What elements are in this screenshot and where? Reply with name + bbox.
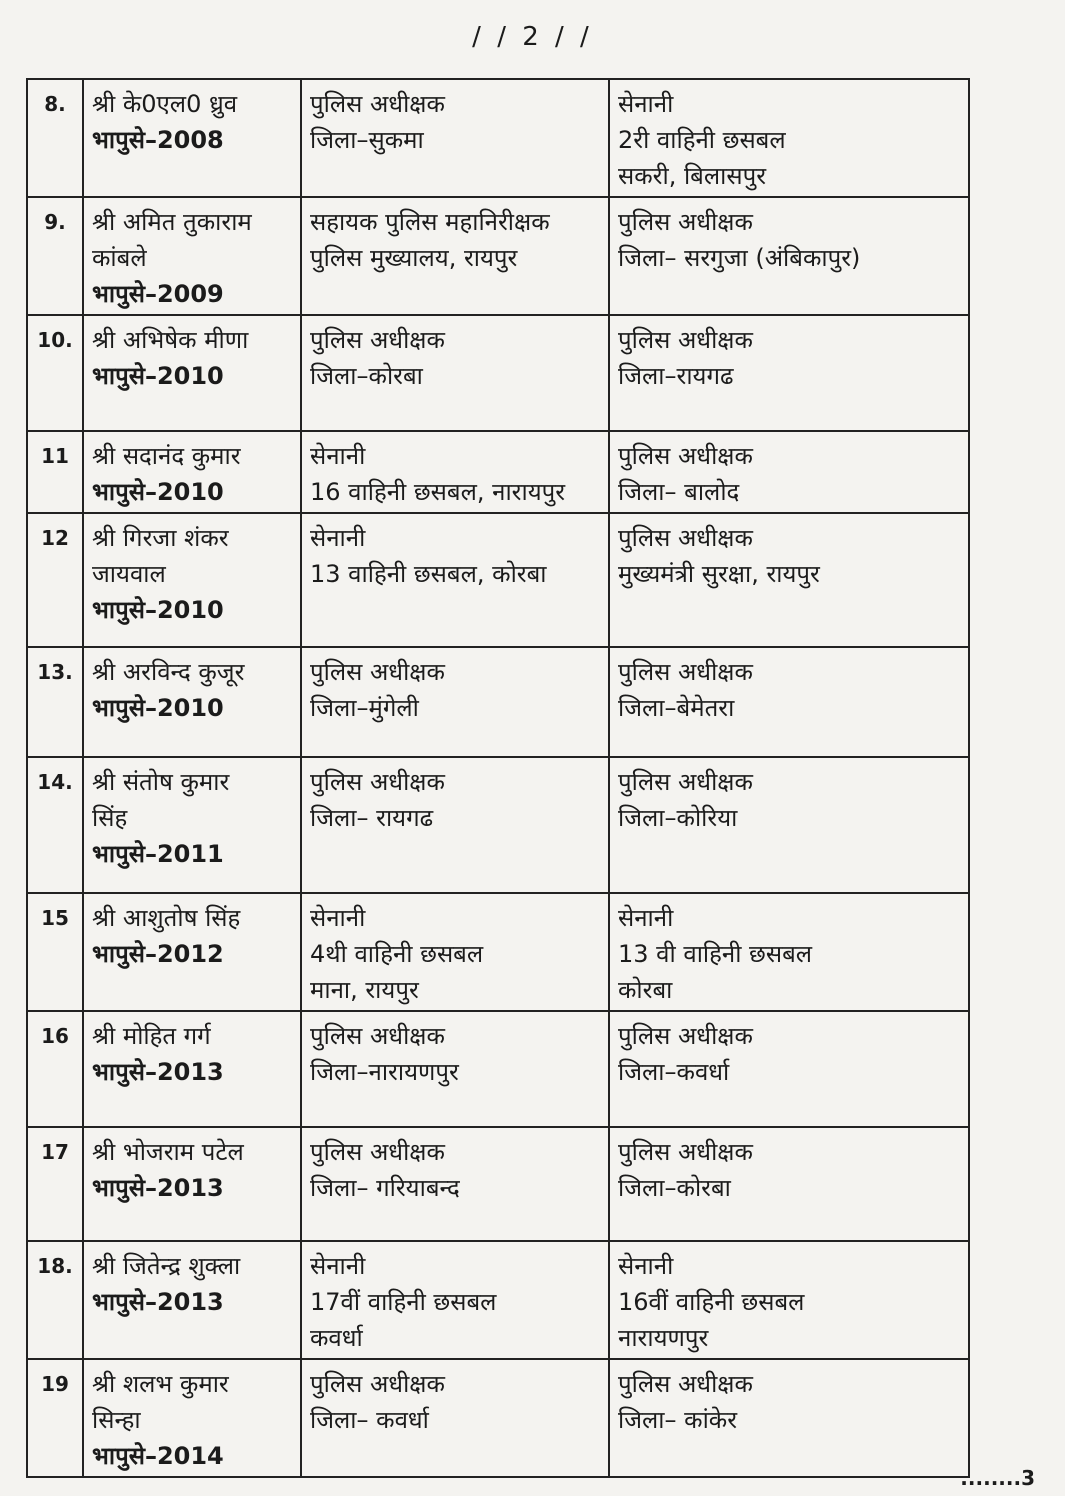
officer-name-cell — [83, 1127, 301, 1241]
current-posting-line: पुलिस अधीक्षक — [310, 1022, 445, 1050]
current-posting-line: जिला–नारायणपुर — [310, 1058, 459, 1086]
table-row — [27, 197, 969, 315]
officer-name-line: श्री मोहित गर्ग — [92, 1022, 211, 1050]
new-posting-cell — [609, 893, 969, 1011]
serial-number: 17 — [27, 1127, 83, 1241]
new-posting-line: पुलिस अधीक्षक — [618, 1138, 753, 1166]
officer-name-line: श्री अमित तुकाराम — [92, 208, 252, 236]
officer-name-cell — [83, 197, 301, 315]
table-row — [27, 1011, 969, 1127]
table-body — [27, 79, 969, 1477]
table-row — [27, 513, 969, 647]
officer-name-line: भापुसे–2010 — [92, 596, 224, 624]
officer-name-line: भापुसे–2008 — [92, 126, 224, 154]
officer-name-line: भापुसे–2012 — [92, 940, 224, 968]
new-posting-line: कोरबा — [618, 976, 673, 1004]
officer-name-line: कांबले — [92, 244, 147, 272]
serial-number: 13. — [27, 647, 83, 757]
table-row — [27, 315, 969, 431]
current-posting-line: पुलिस मुख्यालय, रायपुर — [310, 244, 518, 272]
new-posting-line: सेनानी — [618, 1252, 674, 1280]
current-posting-cell — [301, 79, 609, 197]
new-posting-cell — [609, 197, 969, 315]
new-posting-line: जिला– कांकेर — [618, 1406, 738, 1434]
current-posting-line: पुलिस अधीक्षक — [310, 768, 445, 796]
new-posting-line: पुलिस अधीक्षक — [618, 208, 753, 236]
officer-name-line: श्री अभिषेक मीणा — [92, 326, 249, 354]
table-row — [27, 647, 969, 757]
officer-name-line: भापुसे–2014 — [92, 1442, 224, 1470]
serial-number: 16 — [27, 1011, 83, 1127]
new-posting-line: 16वीं वाहिनी छसबल — [618, 1288, 805, 1316]
new-posting-line: जिला–कोरिया — [618, 804, 738, 832]
officer-name-line: जायवाल — [92, 560, 166, 588]
page-number: / / 2 / / — [472, 22, 593, 52]
officer-name-line: भापुसे–2013 — [92, 1288, 224, 1316]
officer-name-line: श्री गिरजा शंकर — [92, 524, 229, 552]
new-posting-line: पुलिस अधीक्षक — [618, 768, 753, 796]
current-posting-line: जिला– कवर्धा — [310, 1406, 429, 1434]
new-posting-cell — [609, 1359, 969, 1477]
current-posting-line: पुलिस अधीक्षक — [310, 1138, 445, 1166]
officer-name-line: श्री सदानंद कुमार — [92, 442, 241, 470]
officer-name-line: भापुसे–2013 — [92, 1058, 224, 1086]
serial-number: 12 — [27, 513, 83, 647]
officer-name-cell — [83, 315, 301, 431]
current-posting-cell — [301, 197, 609, 315]
officer-name-cell — [83, 513, 301, 647]
officer-name-line: भापुसे–2010 — [92, 478, 224, 506]
officer-name-line: भापुसे–2010 — [92, 362, 224, 390]
officer-name-line: सिंह — [92, 804, 128, 832]
new-posting-cell — [609, 79, 969, 197]
officer-name-line: श्री के0एल0 ध्रुव — [92, 90, 238, 118]
current-posting-line: 4थी वाहिनी छसबल — [310, 940, 484, 968]
new-posting-line: पुलिस अधीक्षक — [618, 524, 753, 552]
current-posting-cell — [301, 1359, 609, 1477]
new-posting-cell — [609, 315, 969, 431]
table-row — [27, 431, 969, 513]
current-posting-line: सहायक पुलिस महानिरीक्षक — [310, 208, 550, 236]
officer-name-line: श्री अरविन्द कुजूर — [92, 658, 245, 686]
current-posting-line: कवर्धा — [310, 1324, 363, 1352]
new-posting-cell — [609, 1011, 969, 1127]
current-posting-cell — [301, 1127, 609, 1241]
new-posting-line: नारायणपुर — [618, 1324, 709, 1352]
current-posting-line: जिला–मुंगेली — [310, 694, 419, 722]
current-posting-line: पुलिस अधीक्षक — [310, 90, 445, 118]
new-posting-line: मुख्यमंत्री सुरक्षा, रायपुर — [618, 560, 820, 588]
current-posting-line: सेनानी — [310, 1252, 366, 1280]
new-posting-cell — [609, 431, 969, 513]
officer-name-cell — [83, 79, 301, 197]
current-posting-line: 17वीं वाहिनी छसबल — [310, 1288, 497, 1316]
new-posting-line: पुलिस अधीक्षक — [618, 658, 753, 686]
new-posting-line: सेनानी — [618, 90, 674, 118]
officer-name-cell — [83, 431, 301, 513]
officer-name-cell — [83, 647, 301, 757]
new-posting-line: जिला–कवर्धा — [618, 1058, 730, 1086]
table-row — [27, 1359, 969, 1477]
serial-number: 10. — [27, 315, 83, 431]
current-posting-line: जिला–सुकमा — [310, 126, 424, 154]
table-row — [27, 893, 969, 1011]
current-posting-line: जिला– गरियाबन्द — [310, 1174, 460, 1202]
transfer-table — [26, 78, 970, 1478]
new-posting-line: पुलिस अधीक्षक — [618, 1370, 753, 1398]
new-posting-cell — [609, 1127, 969, 1241]
current-posting-line: पुलिस अधीक्षक — [310, 658, 445, 686]
new-posting-line: पुलिस अधीक्षक — [618, 326, 753, 354]
officer-name-cell — [83, 757, 301, 893]
officer-name-line: भापुसे–2009 — [92, 280, 224, 308]
serial-number: 11 — [27, 431, 83, 513]
officer-name-line: भापुसे–2010 — [92, 694, 224, 722]
current-posting-line: पुलिस अधीक्षक — [310, 326, 445, 354]
new-posting-line: पुलिस अधीक्षक — [618, 1022, 753, 1050]
current-posting-line: 13 वाहिनी छसबल, कोरबा — [310, 560, 547, 588]
officer-name-line: सिन्हा — [92, 1406, 141, 1434]
table-row — [27, 1127, 969, 1241]
continuation-marker: ........3 — [960, 1466, 1035, 1490]
new-posting-cell — [609, 757, 969, 893]
current-posting-cell — [301, 513, 609, 647]
new-posting-line: सकरी, बिलासपुर — [618, 162, 767, 190]
current-posting-line: जिला–कोरबा — [310, 362, 423, 390]
current-posting-line: माना, रायपुर — [310, 976, 419, 1004]
serial-number: 8. — [27, 79, 83, 197]
serial-number: 19 — [27, 1359, 83, 1477]
current-posting-cell — [301, 1011, 609, 1127]
new-posting-line: 13 वी वाहिनी छसबल — [618, 940, 813, 968]
current-posting-line: पुलिस अधीक्षक — [310, 1370, 445, 1398]
officer-name-line: भापुसे–2013 — [92, 1174, 224, 1202]
new-posting-cell — [609, 513, 969, 647]
table-row — [27, 757, 969, 893]
current-posting-line: सेनानी — [310, 524, 366, 552]
new-posting-line: जिला–बेमेतरा — [618, 694, 735, 722]
officer-name-line: श्री जितेन्द्र शुक्ला — [92, 1252, 241, 1280]
new-posting-line: जिला– सरगुजा (अंबिकापुर) — [618, 244, 861, 272]
current-posting-cell — [301, 893, 609, 1011]
new-posting-line: सेनानी — [618, 904, 674, 932]
current-posting-line: 16 वाहिनी छसबल, नारायपुर — [310, 478, 566, 506]
new-posting-line: जिला–रायगढ — [618, 362, 734, 390]
table-row — [27, 1241, 969, 1359]
officer-name-cell — [83, 893, 301, 1011]
officer-name-cell — [83, 1241, 301, 1359]
new-posting-line: जिला– बालोद — [618, 478, 740, 506]
officer-name-line: श्री भोजराम पटेल — [92, 1138, 244, 1166]
officer-name-line: श्री शलभ कुमार — [92, 1370, 229, 1398]
table-row — [27, 79, 969, 197]
serial-number: 18. — [27, 1241, 83, 1359]
new-posting-line: जिला–कोरबा — [618, 1174, 731, 1202]
officer-name-line: श्री आशुतोष सिंह — [92, 904, 241, 932]
new-posting-cell — [609, 1241, 969, 1359]
current-posting-line: सेनानी — [310, 904, 366, 932]
officer-name-cell — [83, 1359, 301, 1477]
officer-name-cell — [83, 1011, 301, 1127]
new-posting-line: पुलिस अधीक्षक — [618, 442, 753, 470]
officer-name-line: भापुसे–2011 — [92, 840, 224, 868]
officer-name-line: श्री संतोष कुमार — [92, 768, 230, 796]
serial-number: 15 — [27, 893, 83, 1011]
new-posting-line: 2री वाहिनी छसबल — [618, 126, 786, 154]
serial-number: 9. — [27, 197, 83, 315]
current-posting-line: जिला– रायगढ — [310, 804, 434, 832]
current-posting-cell — [301, 315, 609, 431]
new-posting-cell — [609, 647, 969, 757]
current-posting-cell — [301, 1241, 609, 1359]
current-posting-line: सेनानी — [310, 442, 366, 470]
current-posting-cell — [301, 757, 609, 893]
serial-number: 14. — [27, 757, 83, 893]
current-posting-cell — [301, 647, 609, 757]
current-posting-cell — [301, 431, 609, 513]
